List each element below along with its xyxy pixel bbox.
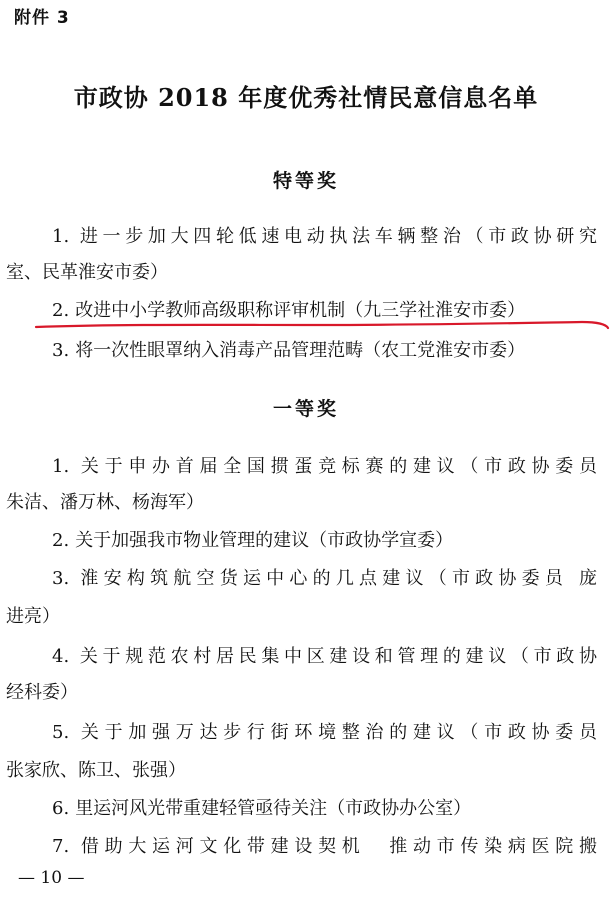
item-number: 4. bbox=[52, 646, 70, 667]
item-text: 关于加强我市物业管理的建议（市政协学宣委） bbox=[75, 530, 454, 551]
list-item bbox=[52, 644, 597, 670]
document-title: 市政协 2018 年度优秀社情民意信息名单 bbox=[73, 83, 539, 112]
list-item bbox=[52, 338, 597, 364]
list-item-continuation: 经科委） bbox=[6, 682, 78, 703]
item-text: 淮安构筑航空货运中心的几点建议（市政协委员 庞 bbox=[75, 568, 597, 589]
item-number: 1. bbox=[52, 226, 70, 247]
list-item-continuation: 张家欣、陈卫、张强） bbox=[6, 760, 186, 781]
item-text: 借助大运河文化带建设契机 推动市传染病医院搬 bbox=[75, 836, 597, 857]
list-item bbox=[52, 720, 597, 746]
list-item-continuation: 朱洁、潘万林、杨海军） bbox=[6, 492, 204, 513]
attachment-label: 附件 3 bbox=[14, 8, 70, 28]
item-text: 将一次性眼罩纳入消毒产品管理范畴（农工党淮安市委） bbox=[75, 340, 526, 361]
item-text: 关于申办首届全国掼蛋竞标赛的建议（市政协委员 bbox=[75, 456, 597, 477]
list-item bbox=[52, 224, 597, 250]
item-text: 里运河风光带重建轻管亟待关注（市政协办公室） bbox=[75, 798, 472, 819]
list-item-highlighted bbox=[52, 298, 597, 324]
item-text: 关于规范农村居民集中区建设和管理的建议（市政协 bbox=[75, 646, 597, 667]
page-number: — 10 — bbox=[18, 868, 85, 888]
item-number: 6. bbox=[52, 798, 70, 819]
list-item bbox=[52, 566, 597, 592]
item-text: 进一步加大四轮低速电动执法车辆整治（市政协研究 bbox=[75, 226, 597, 247]
list-item bbox=[52, 834, 597, 860]
list-item bbox=[52, 454, 597, 480]
list-item bbox=[52, 796, 597, 822]
item-number: 3. bbox=[52, 568, 70, 589]
item-number: 2. bbox=[52, 300, 70, 321]
section-heading-special-prize: 特等奖 bbox=[272, 170, 339, 192]
list-item-continuation: 进亮） bbox=[6, 606, 60, 627]
section-heading-first-prize: 一等奖 bbox=[272, 398, 339, 420]
list-item-continuation: 室、民革淮安市委） bbox=[6, 262, 168, 283]
item-number: 5. bbox=[52, 722, 70, 743]
list-item bbox=[52, 528, 597, 554]
item-number: 7. bbox=[52, 836, 70, 857]
item-text: 关于加强万达步行街环境整治的建议（市政协委员 bbox=[75, 722, 597, 743]
item-number: 1. bbox=[52, 456, 70, 477]
item-number: 3. bbox=[52, 340, 70, 361]
item-text: 改进中小学教师高级职称评审机制（九三学社淮安市委） bbox=[75, 300, 526, 321]
item-number: 2. bbox=[52, 530, 70, 551]
